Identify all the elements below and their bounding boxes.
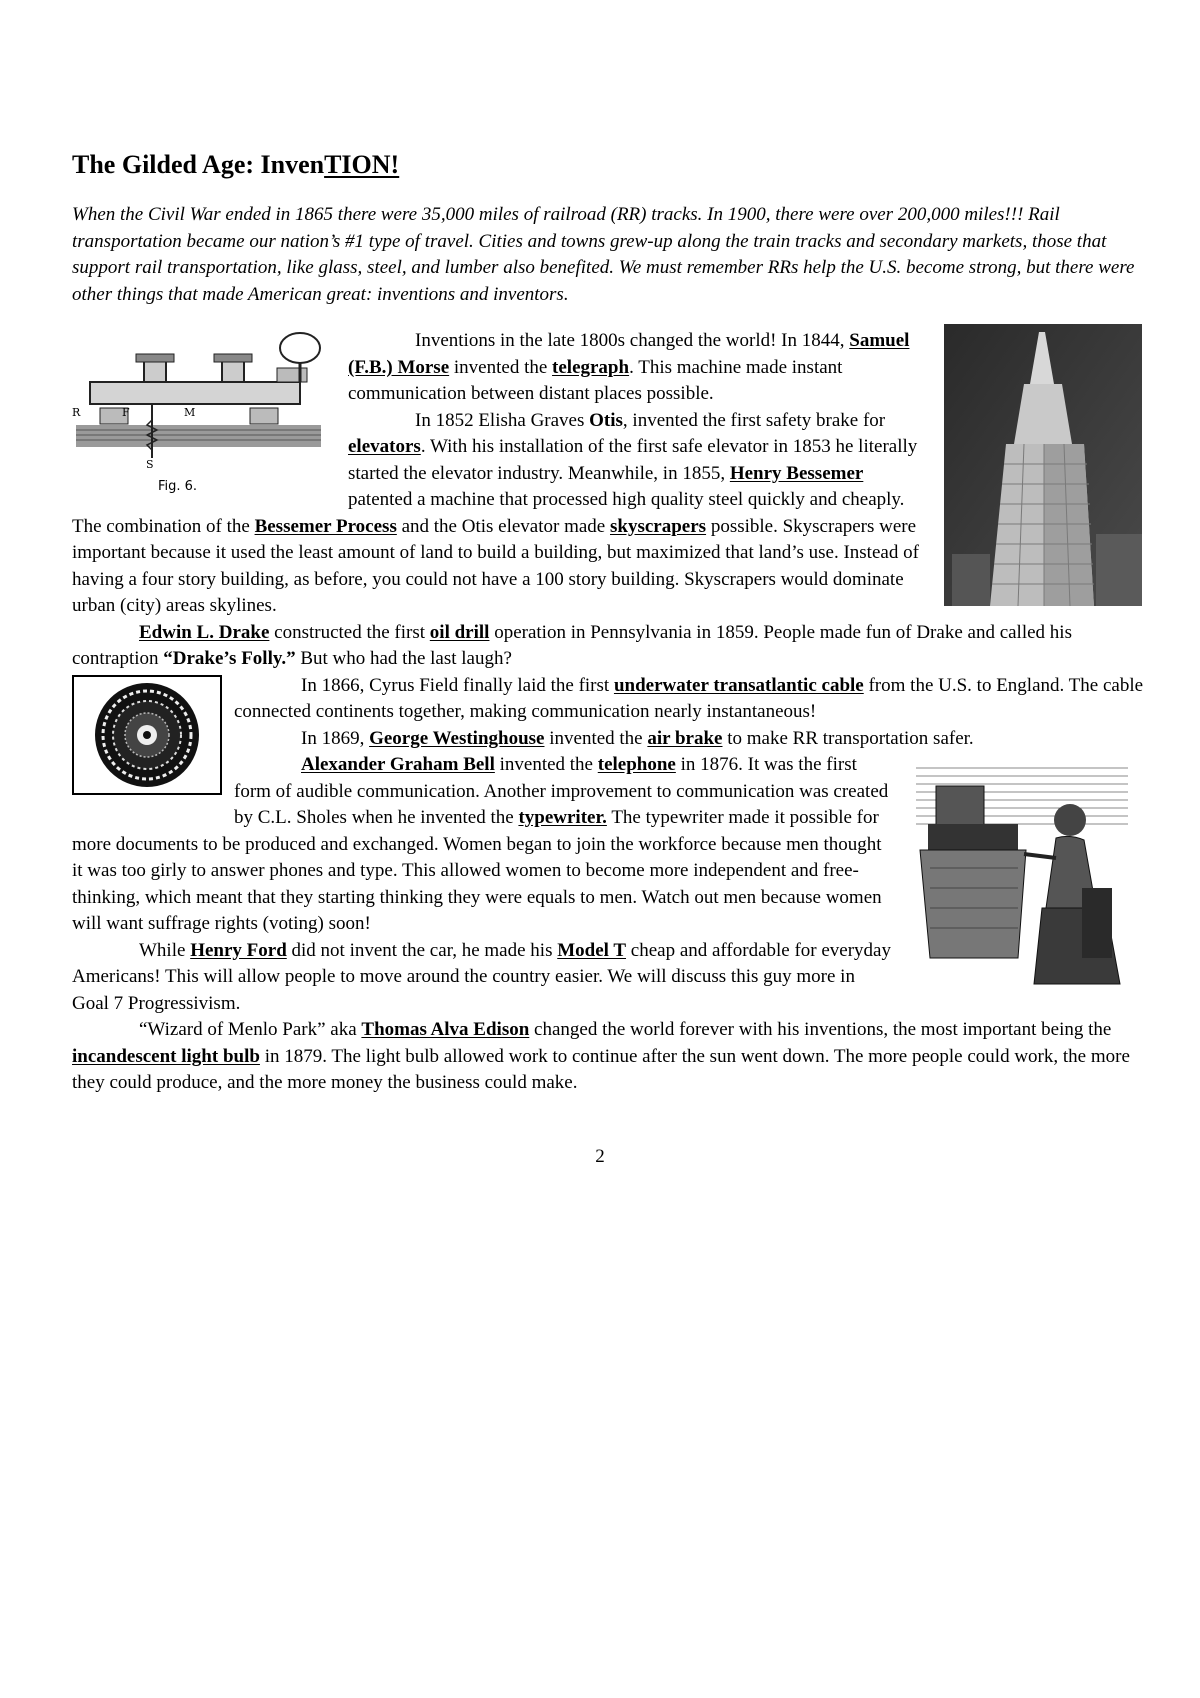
keyword-bessemer-process: Bessemer Process bbox=[254, 515, 397, 537]
keyword-telephone: telephone bbox=[597, 754, 676, 775]
keyword-otis: Otis bbox=[589, 409, 623, 431]
keyword-typewriter: typewriter. bbox=[518, 807, 607, 828]
paragraph-otis: In 1852 Elisha Graves Otis, invented the first safety brake for elevators. With his installation of the first safe elevator in 1853 he literally started the elevator industry. Meanwhile, in 1855, Henry Bessemer patented a machine that processed high quality steel quickly and cheaply. The combination of the Bessemer Process and the Otis elevator made skyscrapers possible. Skyscrapers were important because it used the least amount of land to build a building, but maximized that land’s use. Instead of having a four story building, as before, you could not have a 100 story building. Skyscrapers would dominate urban (city) areas skylines. bbox=[72, 409, 919, 616]
keyword-light-bulb: incandescent light bulb bbox=[72, 1045, 260, 1067]
keyword-oil-drill: oil drill bbox=[429, 621, 490, 643]
paragraph-bell: Alexander Graham Bell invented the telephone in 1876. It was the first form of audible communication. Another improvement to communication was created by C.L. Sholes when he invented the typewriter. The typewriter made it possible for more documents to be produced and exchanged. Women began to join the workforce because men thought it was too girly to answer phones and type. This allowed women to become more independent and free-thinking, which meant that they starting thinking they were equals to men. Watch out men because women will want suffrage rights (voting) soon! bbox=[72, 754, 889, 934]
paragraph-cable: In 1866, Cyrus Field finally laid the first underwater transatlantic cable from the U.S. to England. The cable connected continents together, making communication nearly instantaneous! bbox=[234, 674, 1144, 722]
paragraph-drake: Edwin L. Drake constructed the first oil drill operation in Pennsylvania in 1859. People made fun of Drake and called his contraption “Drake’s Folly.” But who had the last laugh? bbox=[72, 621, 1072, 669]
keyword-edison: Thomas Alva Edison bbox=[361, 1019, 530, 1040]
keyword-drakes-folly: “Drake’s Folly.” bbox=[163, 648, 296, 669]
paragraph-edison: “Wizard of Menlo Park” aka Thomas Alva Edison changed the world forever with his inventions, the most important being the incandescent light bulb in 1879. The light bulb allowed work to continue after the sun went down. The more people could work, the more they could produce, and the more money the business could make. bbox=[72, 1019, 1130, 1093]
keyword-morse: Samuel (F.B.) Morse bbox=[348, 330, 910, 378]
page-number: 2 bbox=[595, 1146, 605, 1167]
label-m: M bbox=[184, 406, 196, 419]
label-s: S bbox=[146, 458, 154, 471]
keyword-model-t: Model T bbox=[557, 939, 627, 961]
keyword-henry-ford: Henry Ford bbox=[190, 939, 287, 961]
keyword-air-brake: air brake bbox=[647, 727, 723, 749]
paragraph-westinghouse: In 1869, George Westinghouse invented the air brake to make RR transportation safer. bbox=[301, 727, 974, 749]
body-text bbox=[72, 328, 1144, 1097]
skyscraper-photo bbox=[944, 324, 1142, 606]
page-title: The Gilded Age: InvenTION! bbox=[72, 150, 400, 179]
keyword-skyscrapers: skyscrapers bbox=[610, 515, 707, 537]
label-r: R bbox=[72, 406, 81, 419]
keyword-westinghouse: George Westinghouse bbox=[369, 727, 545, 749]
telegraph-key-figure bbox=[72, 330, 332, 500]
cable-cross-section-illustration bbox=[72, 675, 222, 825]
keyword-drake: Edwin L. Drake bbox=[139, 621, 270, 643]
keyword-telegraph: telegraph bbox=[552, 356, 630, 378]
keyword-bessemer: Henry Bessemer bbox=[729, 462, 864, 484]
cable-figure bbox=[72, 675, 222, 825]
label-f: F bbox=[122, 406, 130, 419]
page-title-emphasis: TION! bbox=[324, 150, 400, 179]
typewriter-figure bbox=[906, 758, 1138, 994]
document-page bbox=[72, 148, 1144, 1097]
intro-paragraph: When the Civil War ended in 1865 there were 35,000 miles of railroad (RR) tracks. In 1900, there were over 200,000 miles!!! Rail transportation became our nation’s #1 type of travel. Cities and towns grew-up along the train tracks and secondary markets, those that support rail transportation, like glass, steel, and lumber also benefited. We must remember RRs help the U.S. become strong, but there were other things that made American great: inventions and inventors. bbox=[72, 204, 1135, 305]
keyword-elevators: elevators bbox=[348, 436, 421, 457]
telegraph-key-illustration bbox=[72, 330, 332, 500]
skyscraper-figure bbox=[944, 324, 1142, 606]
paragraph-morse: Inventions in the late 1800s changed the world! In 1844, Samuel (F.B.) Morse invented the telegraph. This machine made instant communication between distant places possible. bbox=[348, 330, 910, 404]
keyword-transatlantic-cable: underwater transatlantic cable bbox=[613, 674, 864, 696]
paragraph-ford: While Henry Ford did not invent the car, he made his Model T cheap and affordable for everyday Americans! This will allow people to move around the country easier. We will discuss this guy more in Goal 7 Progressivism. bbox=[72, 939, 891, 1014]
typewriter-woman-engraving bbox=[906, 758, 1138, 994]
figure-caption: Fig. 6. bbox=[158, 479, 198, 494]
keyword-bell: Alexander Graham Bell bbox=[301, 754, 495, 775]
